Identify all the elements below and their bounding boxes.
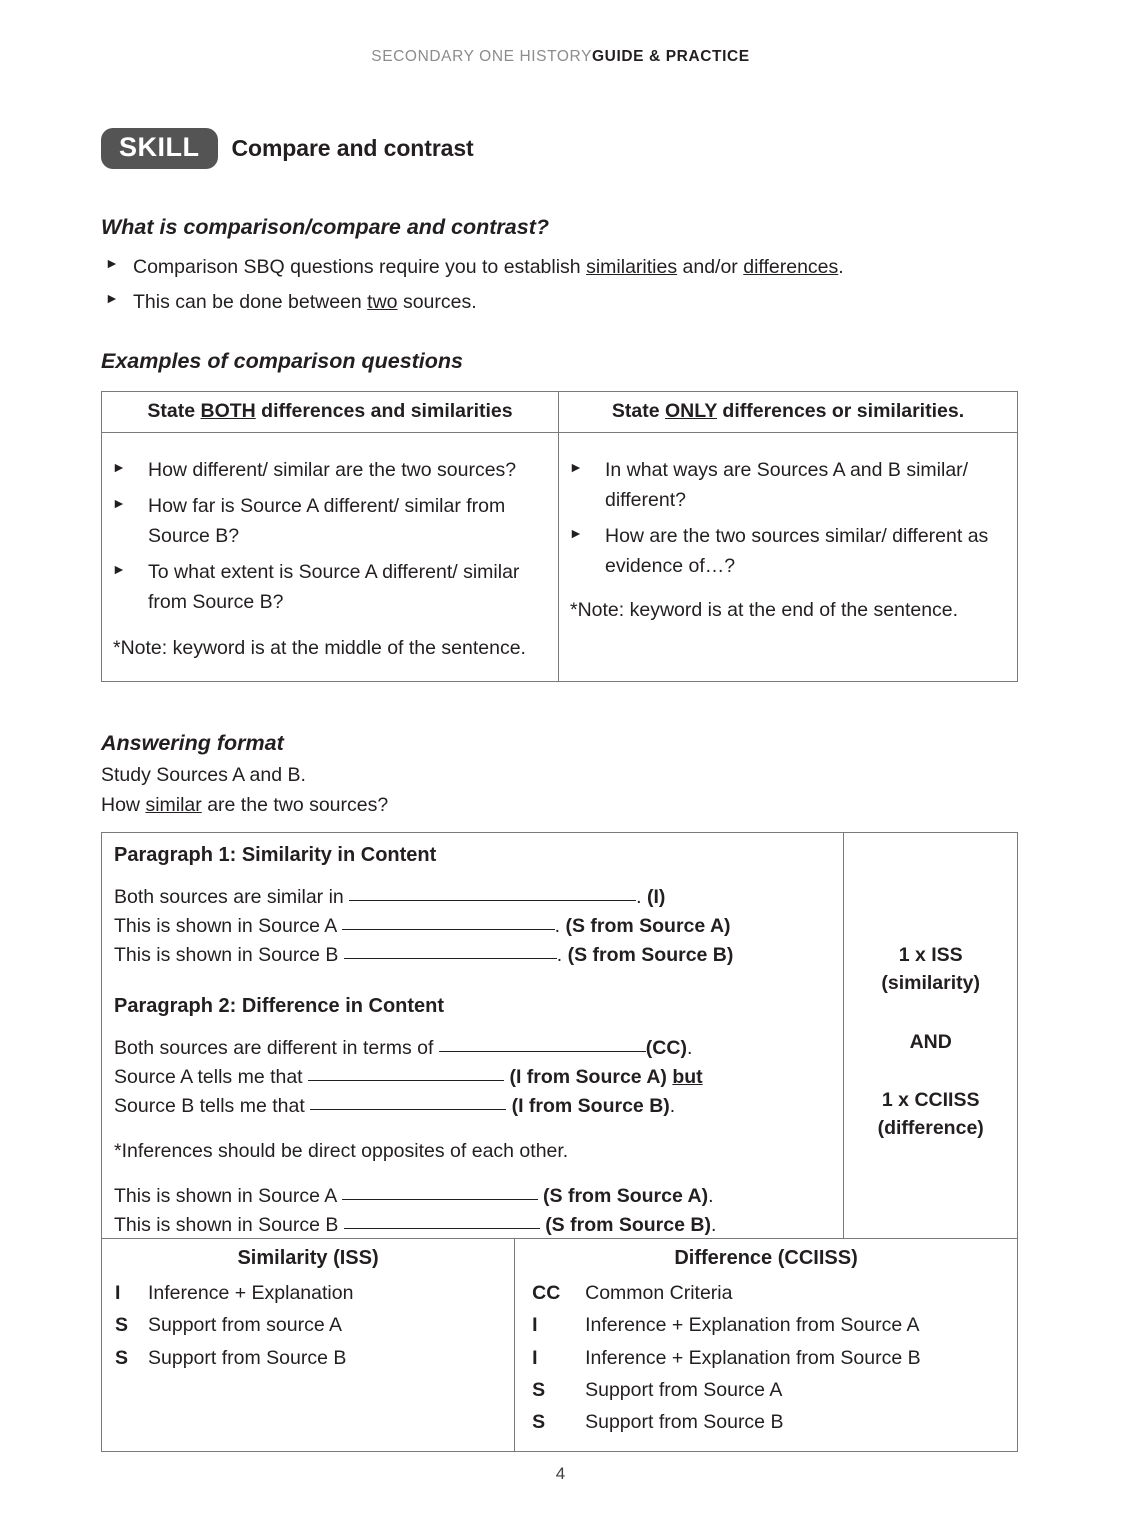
legend-description: Inference + Explanation from Source A [585,1314,920,1337]
triangle-right-icon: ► [112,561,126,578]
list-item [110,1342,506,1374]
legend-code: I [532,1346,538,1369]
legend-code: CC [532,1282,561,1304]
triangle-right-icon: ► [112,459,126,475]
legend-heading-difference: Difference (CCIISS) [674,1247,858,1269]
fill-in-blank[interactable] [344,943,557,959]
underlined-term: BOTH [200,400,256,422]
paragraph-1-heading: Paragraph 1: Similarity in Content [114,844,437,866]
answer-line: Both sources are similar in . (I) [114,886,666,908]
list-item-label: Comparison SBQ questions require you to establish similarities and/or differences. [133,256,844,278]
note-keyword-end: *Note: keyword is at the end of the sentence. [570,599,959,622]
page-number: 4 [555,1464,566,1483]
underlined-term: but [672,1066,703,1089]
legend-description: Common Criteria [585,1282,733,1304]
answer-line: This is shown in Source A . (S from Source A) [114,915,731,938]
triangle-right-icon: ► [112,495,126,512]
answer-line: Both sources are different in terms of (CC). [114,1037,693,1060]
intro-bullet-list [101,250,1001,321]
table-cell-both-examples [102,433,559,681]
intro-line-study: Study Sources A and B. [101,764,306,786]
legend-description: Inference + Explanation from Source B [585,1346,921,1369]
table-header-cell-both: State BOTH differences and similarities [102,392,559,432]
answer-line: Source B tells me that (I from Source B). [114,1095,676,1118]
list-item [565,455,1007,515]
fill-in-blank[interactable] [344,1213,540,1229]
running-head-bold: GUIDE & PRACTICE [592,48,750,65]
fill-in-blank[interactable] [439,1036,646,1052]
list-item [108,491,548,551]
legend-heading-similarity: Similarity (ISS) [237,1247,379,1269]
legend-description: Support from Source B [148,1346,347,1369]
skill-header [101,128,474,169]
section-heading-what-is: What is comparison/compare and contrast? [101,215,550,239]
answering-format-intro [101,760,388,820]
list-item-label: How different/ similar are the two sources? [148,459,517,481]
legend-difference-column [515,1239,1017,1451]
table-header-row [102,392,1017,433]
intro-line-question: How similar are the two sources? [101,794,389,817]
list-item-label: In what ways are Sources A and B similar/ different? [605,459,969,512]
triangle-right-icon: ► [105,290,119,307]
list-item [523,1374,1009,1406]
answer-line: This is shown in Source B (S from Source B). [114,1214,717,1237]
fill-in-blank[interactable] [342,1184,538,1200]
underlined-term: two [367,291,398,314]
table-header-cell-only: State ONLY differences or similarities. [611,400,965,422]
requirement-iss-label: (similarity) [881,972,980,995]
answer-line: This is shown in Source A (S from Source A). [114,1185,714,1208]
section-heading-examples: Examples of comparison questions [101,349,464,373]
legend-code: I [532,1314,538,1337]
underlined-term: similar [145,794,202,817]
legend-similarity-column [102,1239,515,1451]
legend-code: S [532,1411,546,1434]
list-item [110,1309,506,1341]
legend-description: Support from source A [148,1314,343,1337]
legend-description: Support from Source A [585,1379,783,1402]
list-item [523,1277,1009,1309]
note-keyword-middle: *Note: keyword is at the middle of the sentence. [113,637,526,660]
answer-line: Source A tells me that (I from Source A) but [114,1066,703,1089]
legend-code: S [115,1314,129,1337]
requirement-iss: 1 x ISS [898,944,963,967]
fill-in-blank[interactable] [342,914,555,930]
list-item-label: To what extent is Source A different/ similar from Source B? [148,561,520,614]
list-item [523,1309,1009,1341]
list-item-label: How are the two sources similar/ different as evidence of…? [605,525,989,578]
fill-in-blank[interactable] [310,1094,506,1110]
table-body-row [102,433,1017,681]
fill-in-blank[interactable] [349,885,636,901]
requirement-connector: AND [909,1030,952,1053]
skill-badge: SKILL [101,128,218,169]
inference-note: *Inferences should be direct opposites of each other. [114,1140,569,1163]
legend-table [101,1238,1018,1452]
requirement-cciiss-label: (difference) [877,1117,984,1140]
answering-format-table [101,832,1018,1255]
list-item [523,1342,1009,1374]
list-item [565,521,1007,581]
running-head-light: SECONDARY ONE HISTORY [371,48,593,65]
list-item [108,557,548,617]
list-item-label: This can be done between two sources. [133,291,477,314]
triangle-right-icon: ► [105,255,119,271]
list-item [108,455,548,485]
running-head [0,48,1121,66]
legend-code: S [532,1379,546,1402]
answer-format-content [102,833,844,1254]
list-item-label: How far is Source A different/ similar from Source B? [148,495,506,548]
triangle-right-icon: ► [569,459,583,475]
requirement-cciiss: 1 x CCIISS [881,1088,980,1111]
examples-table [101,391,1018,682]
list-item [101,250,1001,284]
fill-in-blank[interactable] [308,1065,504,1081]
legend-code: S [115,1346,129,1369]
table-cell-only-examples [559,433,1017,681]
answer-line: This is shown in Source B . (S from Source B) [114,944,734,967]
list-item [101,285,1001,319]
triangle-right-icon: ► [569,525,583,542]
underlined-term: differences [743,256,839,278]
skill-title: Compare and contrast [231,135,474,161]
requirement-summary [844,833,1017,1254]
legend-code: I [115,1282,121,1304]
legend-description: Inference + Explanation [148,1282,354,1304]
underlined-term: similarities [586,256,678,278]
list-item [523,1406,1009,1438]
legend-description: Support from Source B [585,1411,784,1434]
section-heading-answering-format: Answering format [101,731,284,755]
list-item [110,1277,506,1309]
underlined-term: ONLY [664,400,718,422]
paragraph-2-heading: Paragraph 2: Difference in Content [114,995,445,1018]
